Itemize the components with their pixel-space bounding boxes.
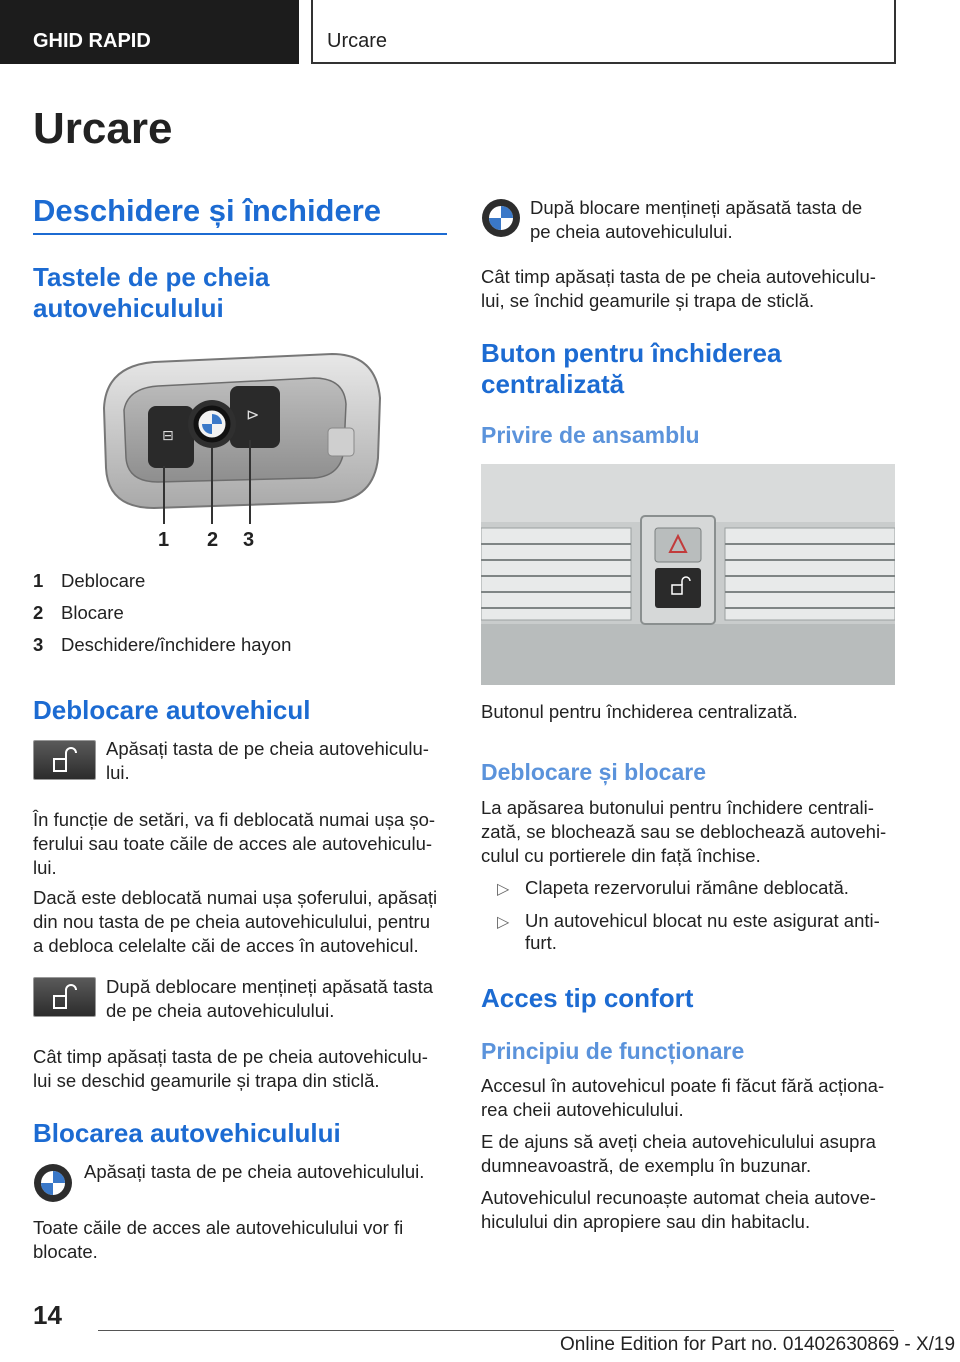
footer-divider — [98, 1330, 894, 1331]
unlock-key-icon — [33, 740, 96, 780]
subheading-principle: Principiu de funcționare — [481, 1038, 745, 1064]
page-title: Urcare — [33, 104, 173, 153]
subheading-unlock: Deblocare autovehicul — [33, 695, 311, 725]
unlock-hold-instruction: După deblocare mențineți apăsată tasta de pe cheia autovehiculului. — [106, 976, 434, 1021]
edition-footer: Online Edition for Part no. 01402630869 - X/19 — [560, 1334, 956, 1355]
list-item: ▷ Un autovehicul blocat nu este asigurat anti- furt. — [497, 910, 880, 953]
comfort-paragraph-3: Autovehiculul recunoaște automat cheia autove- hiculului din apropiere sau din habitaclu. — [481, 1187, 876, 1232]
header-chapter-label: Urcare — [311, 0, 896, 64]
unlock-paragraph-2: Dacă este deblocată numai ușa șoferului, apăsați din nou tasta de pe cheia autovehiculului, pentru a debloca celelalte căi de acces în autovehicul. — [33, 887, 438, 956]
lock-hold-instruction: După blocare mențineți apăsată tasta de pe cheia autovehiculului. — [530, 197, 863, 242]
legend-item: 2 Blocare — [33, 602, 124, 623]
key-fob-illustration — [94, 348, 386, 548]
comfort-paragraph-2: E de ajuns să aveți cheia autovehiculului asupra dumneavoastră, de exemplu în buzunar. — [481, 1131, 876, 1176]
key-callout-2: 2 — [207, 529, 219, 548]
central-lock-paragraph: La apăsarea butonului pentru închidere centrali- zată, se blochează sau se deblochează autovehi- culul cu portierele din față închise. — [481, 797, 887, 866]
key-callout-3: 3 — [243, 529, 255, 548]
subheading-unlock-lock: Deblocare și blocare — [481, 759, 706, 785]
section-heading-open-close: Deschidere și închidere — [33, 193, 382, 228]
subheading-comfort-access: Acces tip confort — [481, 983, 694, 1013]
subheading-overview: Privire de ansamblu — [481, 422, 700, 448]
legend-item: 1 Deblocare — [33, 570, 146, 591]
section-divider — [33, 233, 447, 235]
lock-paragraph-1: Toate căile de acces ale autovehiculului vor fi blocate. — [33, 1217, 404, 1262]
page-number: 14 — [33, 1300, 62, 1330]
subheading-key-buttons: Tastele de pe cheia autovehiculului — [33, 262, 270, 323]
unlock-paragraph-1: În funcție de setări, va fi deblocată numai ușa șo- ferului sau toate căile de acces ale autovehiculu- lui. — [33, 809, 436, 878]
bmw-lock-key-icon — [481, 198, 521, 238]
key-callout-1: 1 — [158, 529, 170, 548]
svg-text:⊟: ⊟ — [162, 428, 174, 444]
lock-instruction: Apăsați tasta de pe cheia autovehiculului. — [84, 1161, 425, 1182]
bmw-lock-key-icon — [33, 1163, 73, 1203]
subheading-central-lock: Buton pentru închiderea centralizată — [481, 338, 782, 399]
unlock-paragraph-3: Cât timp apăsați tasta de pe cheia autovehiculu- lui se deschid geamurile și trapa din sticlă. — [33, 1046, 428, 1091]
unlock-key-icon — [33, 977, 96, 1017]
lock-paragraph-2: Cât timp apăsați tasta de pe cheia autovehiculu- lui, se închid geamurile și trapa de sticlă. — [481, 266, 876, 311]
header-section-label: GHID RAPID — [0, 0, 299, 64]
svg-text:⊳: ⊳ — [246, 405, 260, 424]
unlock-instruction: Apăsați tasta de pe cheia autovehiculu- lui. — [106, 738, 429, 783]
photo-caption: Butonul pentru închiderea centralizată. — [481, 701, 798, 722]
central-lock-button-photo — [481, 464, 895, 685]
subheading-lock: Blocarea autovehiculului — [33, 1118, 341, 1148]
comfort-paragraph-1: Accesul în autovehicul poate fi făcut fără acționa- rea cheii autovehiculului. — [481, 1075, 885, 1120]
list-item: ▷ Clapeta rezervorului rămâne deblocată. — [497, 877, 849, 898]
legend-item: 3 Deschidere/închidere hayon — [33, 634, 292, 655]
